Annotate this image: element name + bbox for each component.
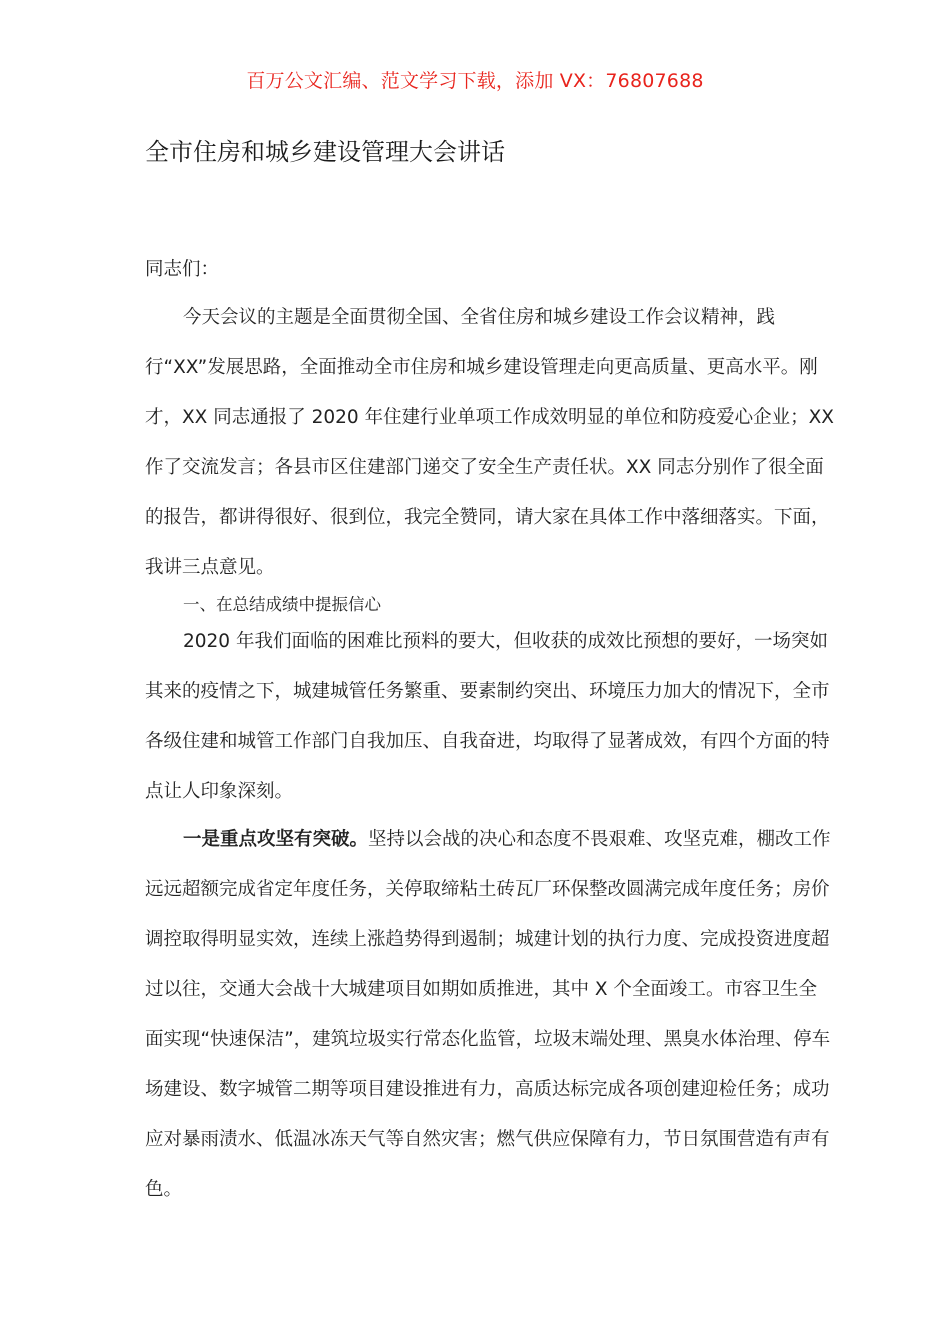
paragraph-summary: 2020 年我们面临的困难比预料的要大，但收获的成效比预想的要好，一场突如其来的疫情之下，城建城管任务繁重、要素制约突出、环境压力加大的情况下，全市各级住建和城管工作部门自我加压、自我奋进，均取得了显著成效，有四个方面的特点让人印象深刻。: [145, 631, 830, 802]
header-watermark-banner: 百万公文汇编、范文学习下载，添加 VX：76807688: [246, 70, 704, 92]
paragraph-body: 坚持以会战的决心和态度不畏艰难、攻坚克难，棚改工作远远超额完成省定年度任务，关停取缔粘土砖瓦厂环保整改圆满完成年度任务；房价调控取得明显实效，连续上涨趋势得到遏制；城建计划的执行力度、完成投资进度超过以往，交通大会战十大城建项目如期如质推进，其中 X 个全面竣工。市容卫生全面实现“快速保洁”，建筑垃圾实行常态化监管，垃圾末端处理、黑臭水体治理、停车场建设、数字城管二期等项目建设推进有力，高质达标完成各项创建迎检任务；成功应对暴雨渍水、低温冰冻天气等自然灾害；燃气供应保障有力，节日氛围营造有声有色。: [145, 829, 831, 1200]
paragraph-key-breakthrough: [145, 815, 835, 1215]
document-title: 全市住房和城乡建设管理大会讲话: [145, 138, 505, 166]
salutation: 同志们：: [145, 259, 220, 280]
paragraph-intro: 今天会议的主题是全面贯彻全国、全省住房和城乡建设工作会议精神，践行“XX”发展思路，全面推动全市住房和城乡建设管理走向更高质量、更高水平。刚才，XX 同志通报了 2020 年住建行业单项工作成效明显的单位和防疫爱心企业；XX 作了交流发言；各县市区住建部门递交了安全生产责任状。XX 同志分别作了很全面的报告，都讲得很好、很到位，我完全赞同，请大家在具体工作中落细落实。下面，我讲三点意见。: [145, 307, 834, 578]
paragraph-lead-bold: 一是重点攻坚有突破。: [183, 829, 369, 850]
section-heading-1: 一、在总结成绩中提振信心: [183, 595, 381, 614]
